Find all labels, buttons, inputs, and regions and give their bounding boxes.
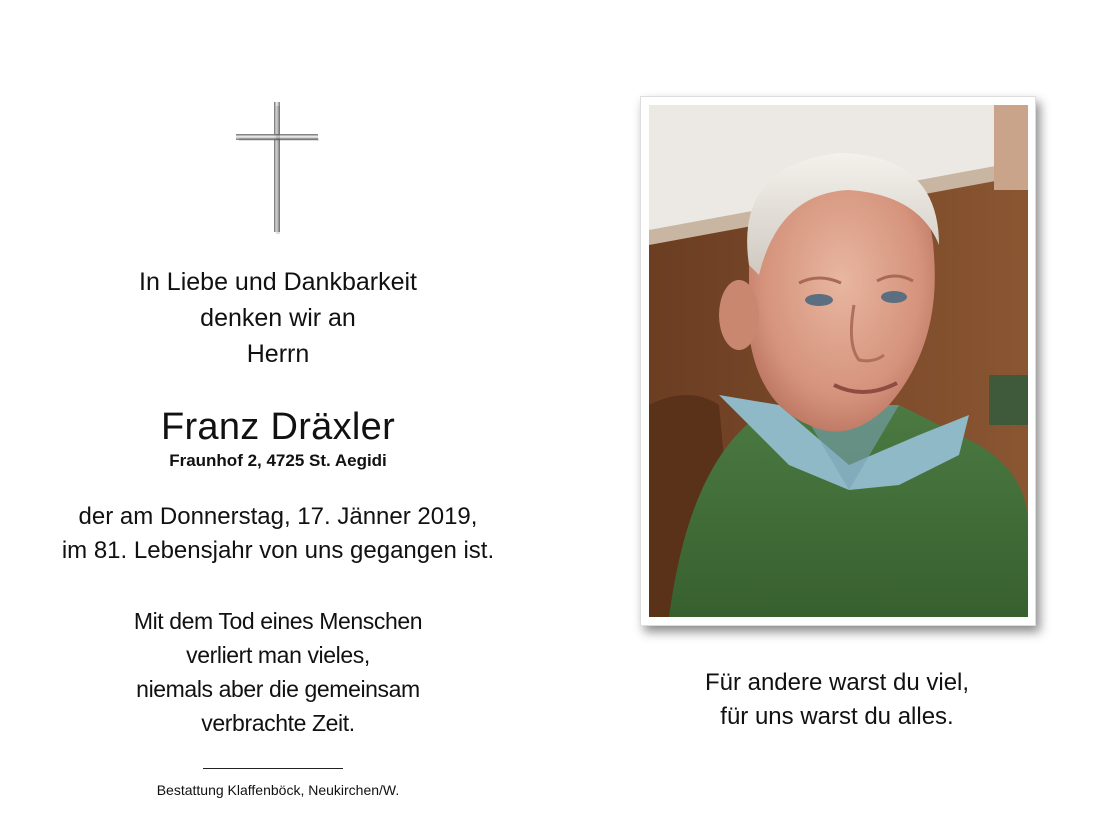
closing-quote	[640, 666, 1034, 734]
closing-quote-line: Für andere warst du viel,	[704, 669, 970, 696]
memorial-quote	[0, 604, 556, 740]
quote-line: Mit dem Tod eines Menschen	[133, 608, 423, 634]
death-notice	[0, 500, 556, 568]
cross-icon	[236, 102, 320, 234]
quote-line: verbrachte Zeit.	[201, 710, 355, 736]
deceased-name: Franz Dräxler	[160, 406, 396, 448]
death-line: der am Donnerstag, 17. Jänner 2019,	[78, 503, 478, 530]
quote-line: verliert man vieles,	[186, 642, 370, 668]
portrait-photo	[649, 105, 1028, 617]
undertaker-credit: Bestattung Klaffenböck, Neukirchen/W.	[156, 782, 400, 798]
intro-line: denken wir an	[200, 304, 356, 332]
closing-quote-line: für uns warst du alles.	[720, 703, 954, 730]
divider-line	[203, 768, 343, 769]
deceased-address: Fraunhof 2, 4725 St. Aegidi	[169, 451, 387, 470]
portrait-frame	[640, 96, 1036, 626]
quote-line: niemals aber die gemeinsam	[136, 676, 420, 702]
death-line: im 81. Lebensjahr von uns gegangen ist.	[61, 537, 495, 564]
intro-line: Herrn	[246, 340, 310, 368]
intro-text	[0, 264, 556, 372]
intro-line: In Liebe und Dankbarkeit	[139, 268, 417, 296]
